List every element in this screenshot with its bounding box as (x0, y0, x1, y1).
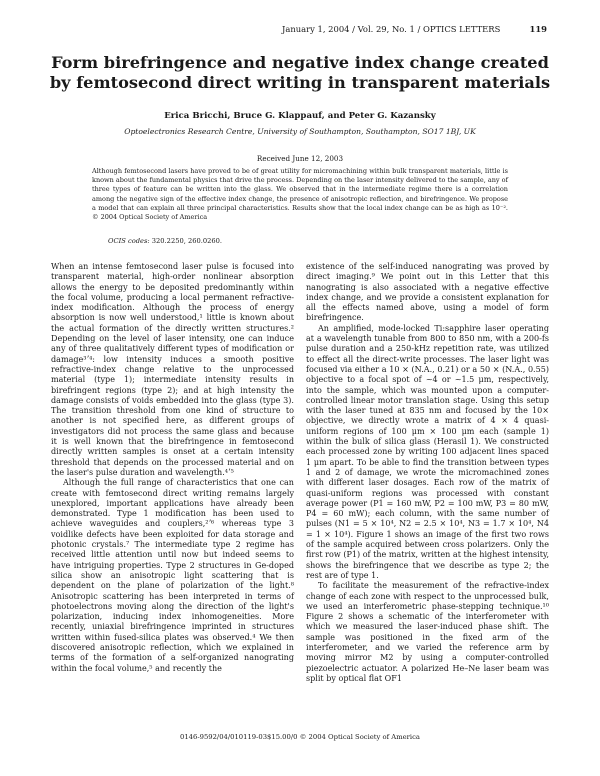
running-head (282, 24, 547, 34)
article-title: Form birefringence and negative index change created by femtosecond direct writing in transparent materials (49, 53, 551, 92)
page-number: 119 (529, 24, 547, 34)
abstract: Although femtosecond lasers have proved to be of great utility for micromachining within bulk transparent materials, little is known about the fundamental physics that drive the process. Depending on the laser intensity delivered to the sample, any of three types of feature can be written into the glass. We observed that in the intermediate regime there is a correlation among the negative sign of the effective index change, the presence of anisotropic reflection, and birefringence. We propose a model that can explain all three principal characteristics. Results show that the local index change can be as high as 10⁻². © 2004 Optical Society of America (92, 167, 508, 222)
ocis-values: 320.2250, 260.0260. (151, 237, 222, 245)
body-paragraph: To facilitate the measurement of the refractive-index change of each zone with respect to the unprocessed bulk, we used an interferometric phase-stepping technique.¹⁰ Figure 2 shows a schematic of the interferometer with which we measured the laser-induced phase shift. The sample was positioned in the fixed arm of the interferometer, and we varied the reference arm by moving mirror M2 by using a computer-controlled piezoelectric actuator. A polarized He–Ne laser beam was split by optical flat OF1 (306, 581, 549, 683)
body-paragraph: An amplified, mode-locked Ti:sapphire laser operating at a wavelength tunable from 800 to 850 nm, with a 200-fs pulse duration and a 250-kHz repetition rate, was utilized to effect all the direct-write processes. The laser light was focused via either a 10 × (N.A., 0.21) or a 50 × (N.A., 0.55) objective to a focal spot of ~4 or ~1.5 μm, respectively, into the sample, which was mounted upon a computer-controlled linear motor translation stage. Using this setup with the laser tuned at 835 nm and focused by the 10× objective, we directly wrote a matrix of 4 × 4 quasi-uniform regions of 100 μm × 100 μm each (sample 1) within the bulk of silica glass (Herasil 1). We constructed each processed zone by writing 100 adjacent lines spaced 1 μm apart. To be able to find the transition between types 1 and 2 of damage, we wrote the micromachined zones with different laser dosages. Each row of the matrix of quasi-uniform regions was processed with constant average power (P1 = 160 mW, P2 = 100 mW, P3 = 80 mW, P4 = 60 mW); each column, with the same number of pulses (N1 = 5 × 10⁴, N2 = 2.5 × 10⁴, N3 = 1.7 × 10⁴, N4 = 1 × 10⁴). Figure 1 shows an image of the first two rows of the sample acquired between cross polarizers. Only the first row (P1) of the matrix, written at the highest intensity, shows the birefringence that we describe as type 2; the rest are of type 1. (306, 323, 549, 580)
author-list: Erica Bricchi, Bruce G. Klappauf, and Peter G. Kazansky (164, 111, 436, 121)
body-paragraph: existence of the self-induced nanograting was proved by direct imaging.⁹ We point out in this Letter that this nanograting is also associated with a negative effective index change, and we provide a consistent explanation for all the effects named above, using a model of form birefringence. (306, 262, 549, 323)
body-column-left (51, 262, 294, 674)
received-date: Received June 12, 2003 (256, 154, 344, 163)
copyright-footer: 0146-9592/04/010119-03$15.00/0 © 2004 Optical Society of America (180, 733, 420, 741)
ocis-label: OCIS codes: (108, 237, 150, 245)
body-column-right (306, 262, 549, 684)
ocis-codes (108, 237, 222, 245)
journal-line: January 1, 2004 / Vol. 29, No. 1 / OPTICS LETTERS (282, 24, 501, 34)
body-paragraph: When an intense femtosecond laser pulse is focused into transparent material, high-order nonlinear absorption allows the energy to be deposited predominantly within the focal volume, producing a local permanent refractive-index modification. Although the process of energy absorption is now well understood,¹ little is known about the actual formation of the directly written structures.² Depending on the level of laser intensity, one can induce any of three qualitatively different types of modification or damage³ʼ⁴: low intensity induces a smooth positive refractive-index change relative to the unprocessed material (type 1); intermediate intensity results in birefringent regions (type 2); and at high intensity the damage consists of voids embedded into the glass (type 3). The transition threshold from one kind of structure to another is not specified here, as different groups of investigators did not process the same glass and because it is well known that the birefringence in femtosecond directly written samples is onset at a certain intensity threshold that depends on the processed material and on the laser's pulse duration and wavelength.⁴ʼ⁵ (51, 262, 294, 477)
affiliation: Optoelectronics Research Centre, University of Southampton, Southampton, SO17 1BJ, UK (124, 127, 476, 136)
body-paragraph: Although the full range of characteristics that one can create with femtosecond direct writing remains largely unexplored, important applications have already been demonstrated. Type 1 modification has been used to achieve waveguides and couplers,²ʼ⁶ whereas type 3 voidlike defects have been exploited for data storage and photonic crystals.⁷ The intermediate type 2 regime has received little attention until now but indeed seems to have intriguing properties. Type 2 structures in Ge-doped silica show an anisotropic light scattering that is dependent on the plane of polarization of the light.⁸ Anisotropic scattering has been interpreted in terms of photoelectrons moving along the direction of the light's polarization, inducing index inhomogeneities. More recently, uniaxial birefringence imprinted in structures written within fused-silica plates was observed.⁴ We then discovered anisotropic reflection, which we explained in terms of the formation of a self-organized nanograting within the focal volume,⁵ and recently the (51, 478, 294, 673)
